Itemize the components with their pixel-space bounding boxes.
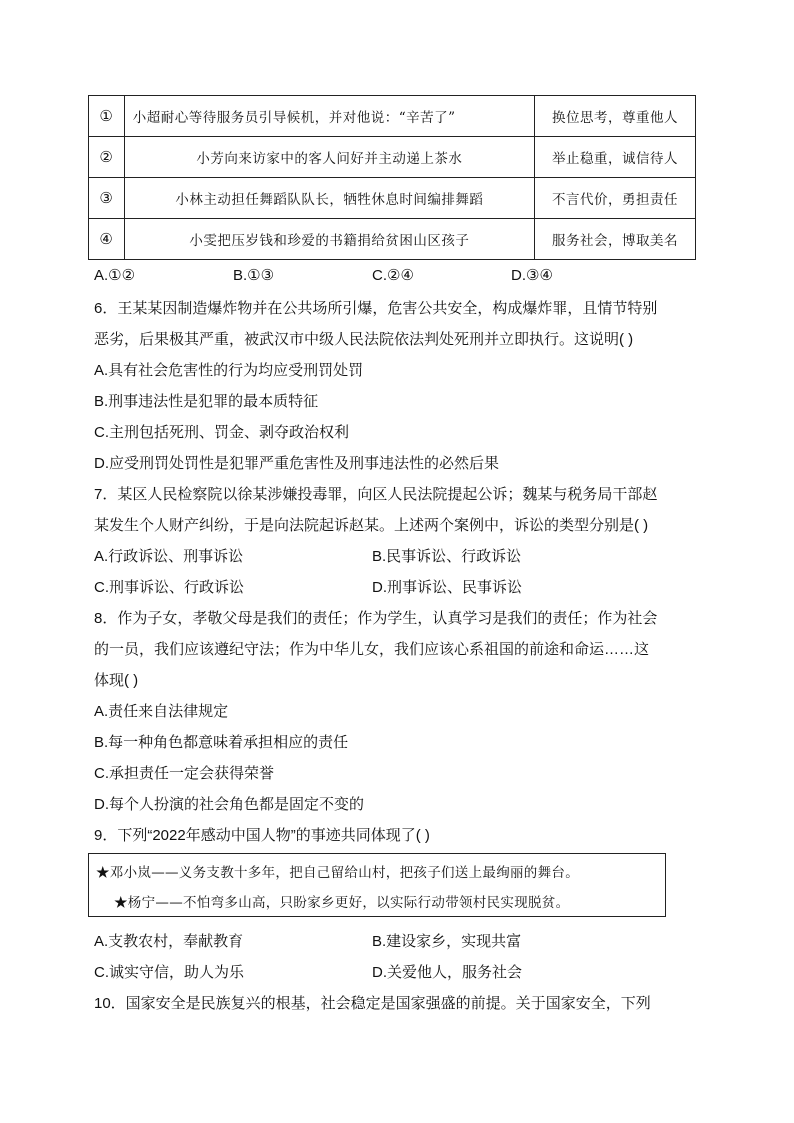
q7-option-a[interactable]: A.行政诉讼、刑事诉讼 [94,548,244,565]
q9-option-a[interactable]: A.支教农村，奉献教育 [94,933,244,950]
deeds-table [88,95,696,260]
row-deed: 小芳向来访家中的客人问好并主动递上茶水 [124,137,534,178]
q5-option-d[interactable]: D.③④ [511,267,553,284]
q8-stem-line-3: 体现( ) [94,672,139,689]
row-deed: 小超耐心等待服务员引导候机，并对他说：“辛苦了” [124,96,534,137]
q9-material-line-2: ★杨宁——不怕弯多山高，只盼家乡更好，以实际行动带领村民实现脱贫。 [114,895,570,911]
q7-option-b[interactable]: B.民事诉讼、行政诉讼 [372,548,522,565]
q9-stem: 9．下列“2022年感动中国人物”的事迹共同体现了( ) [94,827,430,844]
row-quality: 换位思考，尊重他人 [535,96,696,137]
table-row [89,178,696,219]
q5-option-a[interactable]: A.①② [94,267,136,284]
q9-option-d[interactable]: D.关爱他人，服务社会 [372,964,523,981]
row-number: ③ [89,178,125,219]
q9-option-c[interactable]: C.诚实守信，助人为乐 [94,964,245,981]
q5-option-b[interactable]: B.①③ [233,267,275,284]
q8-option-d[interactable]: D.每个人扮演的社会角色都是固定不变的 [94,796,365,813]
row-number: ① [89,96,125,137]
q6-stem-line-1: 6．王某某因制造爆炸物并在公共场所引爆，危害公共安全，构成爆炸罪，且情节特别 [94,300,658,317]
row-deed: 小林主动担任舞蹈队队长，牺牲休息时间编排舞蹈 [124,178,534,219]
q8-stem-line-2: 的一员，我们应该遵纪守法；作为中华儿女，我们应该心系祖国的前途和命运……这 [94,641,650,658]
q6-option-d[interactable]: D.应受刑罚处罚性是犯罪严重危害性及刑事违法性的必然后果 [94,455,500,472]
q9-material-line-1: ★邓小岚——义务支教十多年，把自己留给山村，把孩子们送上最绚丽的舞台。 [96,865,579,881]
table-row [89,219,696,260]
q8-option-c[interactable]: C.承担责任一定会获得荣誉 [94,765,275,782]
q5-option-c[interactable]: C.②④ [372,267,414,284]
q7-option-c[interactable]: C.刑事诉讼、行政诉讼 [94,579,245,596]
q10-stem-line-1: 10．国家安全是民族复兴的根基，社会稳定是国家强盛的前提。关于国家安全，下列 [94,995,651,1012]
q8-option-a[interactable]: A.责任来自法律规定 [94,703,229,720]
table-row [89,137,696,178]
q6-option-b[interactable]: B.刑事违法性是犯罪的最本质特征 [94,393,319,410]
table-row [89,96,696,137]
q6-option-a[interactable]: A.具有社会危害性的行为均应受刑罚处罚 [94,362,364,379]
row-quality: 举止稳重，诚信待人 [535,137,696,178]
q8-option-b[interactable]: B.每一种角色都意味着承担相应的责任 [94,734,349,751]
row-number: ④ [89,219,125,260]
q7-stem-line-2: 某发生个人财产纠纷，于是向法院起诉赵某。上述两个案例中，诉讼的类型分别是( ) [94,517,649,534]
q8-stem-line-1: 8．作为子女，孝敬父母是我们的责任；作为学生，认真学习是我们的责任；作为社会 [94,610,658,627]
q6-stem-line-2: 恶劣，后果极其严重，被武汉市中级人民法院依法判处死刑并立即执行。这说明( ) [94,331,634,348]
q9-option-b[interactable]: B.建设家乡，实现共富 [372,933,522,950]
row-number: ② [89,137,125,178]
q6-option-c[interactable]: C.主刑包括死刑、罚金、剥夺政治权利 [94,424,350,441]
row-quality: 不言代价，勇担责任 [535,178,696,219]
q7-stem-line-1: 7．某区人民检察院以徐某涉嫌投毒罪，向区人民法院提起公诉；魏某与税务局干部赵 [94,486,658,503]
row-quality: 服务社会，博取美名 [535,219,696,260]
q7-option-d[interactable]: D.刑事诉讼、民事诉讼 [372,579,523,596]
row-deed: 小雯把压岁钱和珍爱的书籍捐给贫困山区孩子 [124,219,534,260]
